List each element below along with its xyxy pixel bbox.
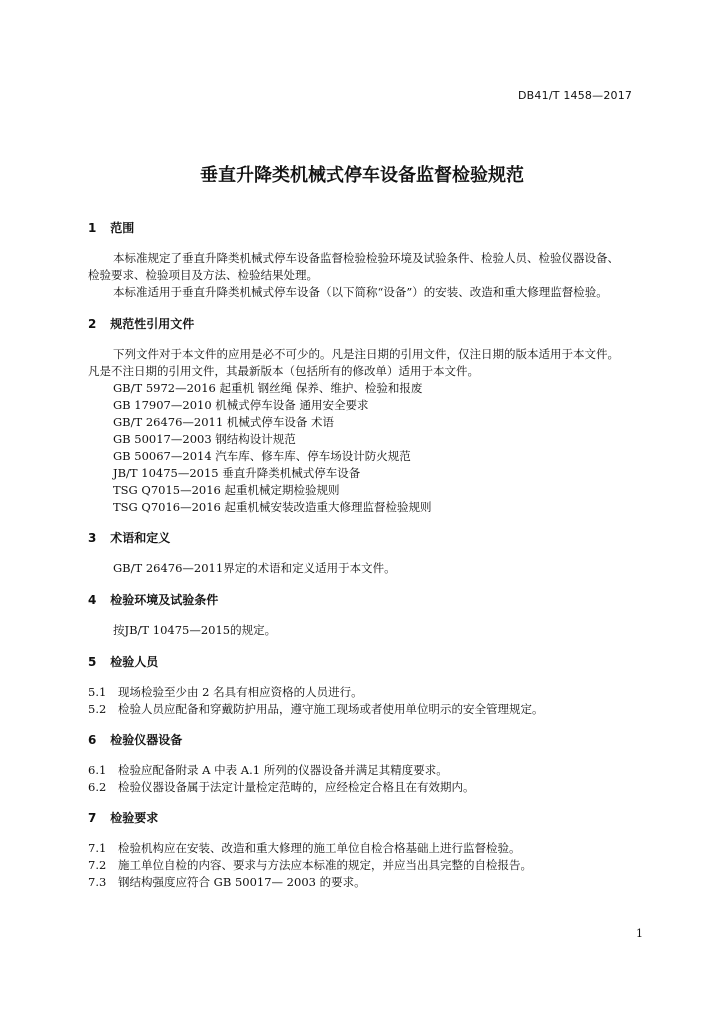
clause-number: 7.1 — [88, 841, 107, 855]
clause-6-2 — [88, 779, 475, 795]
paragraph-line: 按JB/T 10475—2015的规定。 — [113, 623, 277, 637]
clause-5-2 — [88, 701, 544, 717]
paragraph-line: 检验要求、检验项目及方法、检验结果处理。 — [88, 268, 318, 282]
page-number: 1 — [636, 927, 643, 940]
clause-6-1 — [88, 762, 448, 778]
clause-text: 现场检验至少由 2 名具有相应资格的人员进行。 — [118, 685, 363, 699]
reference-item: GB/T 5972—2016 起重机 钢丝绳 保养、维护、检验和报废 — [113, 381, 423, 395]
section-title: 检验要求 — [110, 811, 159, 825]
section-title: 检验环境及试验条件 — [110, 593, 219, 607]
reference-item: GB 50017—2003 钢结构设计规范 — [113, 432, 296, 446]
section-title: 检验仪器设备 — [110, 733, 183, 747]
clause-text: 检验人员应配备和穿戴防护用品，遵守施工现场或者使用单位明示的安全管理规定。 — [118, 702, 544, 716]
section-heading-3 — [88, 529, 170, 546]
clause-7-2 — [88, 857, 532, 873]
section-title: 检验人员 — [110, 655, 159, 669]
clause-number: 6.2 — [88, 780, 107, 794]
section-title: 术语和定义 — [110, 531, 171, 545]
section-number: 5 — [88, 655, 97, 669]
section-heading-4 — [88, 591, 218, 608]
paragraph-line: 凡是不注日期的引用文件，其最新版本（包括所有的修改单）适用于本文件。 — [88, 364, 479, 378]
clause-number: 6.1 — [88, 763, 107, 777]
section-number: 3 — [88, 531, 97, 545]
section-heading-6 — [88, 731, 182, 748]
paragraph-line: 本标准规定了垂直升降类机械式停车设备监督检验检验环境及试验条件、检验人员、检验仪器设备、 — [113, 251, 619, 265]
clause-number: 7.3 — [88, 875, 107, 889]
section-heading-5 — [88, 653, 158, 670]
clause-text: 检验机构应在安装、改造和重大修理的施工单位自检合格基础上进行监督检验。 — [118, 841, 521, 855]
section-number: 1 — [88, 221, 97, 235]
section-heading-7 — [88, 809, 158, 826]
clause-text: 钢结构强度应符合 GB 50017— 2003 的要求。 — [118, 875, 366, 889]
clause-text: 检验仪器设备属于法定计量检定范畴的，应经检定合格且在有效期内。 — [118, 780, 475, 794]
clause-text: 施工单位自检的内容、要求与方法应本标准的规定，并应当出具完整的自检报告。 — [118, 858, 532, 872]
section-title: 规范性引用文件 — [110, 317, 195, 331]
section-number: 4 — [88, 593, 97, 607]
paragraph-line: GB/T 26476—2011界定的术语和定义适用于本文件。 — [113, 561, 396, 575]
paragraph-line: 本标准适用于垂直升降类机械式停车设备（以下简称“设备”）的安装、改造和重大修理监督检验。 — [113, 285, 608, 299]
clause-7-1 — [88, 840, 521, 856]
reference-item: JB/T 10475—2015 垂直升降类机械式停车设备 — [113, 466, 361, 480]
section-heading-1 — [88, 219, 134, 236]
section-heading-2 — [88, 315, 194, 332]
clause-5-1 — [88, 684, 363, 700]
reference-item: TSG Q7016—2016 起重机械安装改造重大修理监督检验规则 — [113, 500, 432, 514]
paragraph-line: 下列文件对于本文件的应用是必不可少的。凡是注日期的引用文件，仅注日期的版本适用于本文件。 — [113, 347, 619, 361]
reference-item: GB/T 26476—2011 机械式停车设备 术语 — [113, 415, 334, 429]
reference-item: GB 50067—2014 汽车库、修车库、停车场设计防火规范 — [113, 449, 411, 463]
page-title: 垂直升降类机械式停车设备监督检验规范 — [200, 165, 524, 186]
clause-number: 5.2 — [88, 702, 107, 716]
clause-number: 7.2 — [88, 858, 107, 872]
section-title: 范围 — [110, 221, 135, 235]
reference-item: GB 17907—2010 机械式停车设备 通用安全要求 — [113, 398, 369, 412]
reference-item: TSG Q7015—2016 起重机械定期检验规则 — [113, 483, 340, 497]
clause-number: 5.1 — [88, 685, 107, 699]
clause-7-3 — [88, 874, 366, 890]
section-number: 7 — [88, 811, 97, 825]
section-number: 2 — [88, 317, 97, 331]
clause-text: 检验应配备附录 A 中表 A.1 所列的仪器设备并满足其精度要求。 — [118, 763, 448, 777]
section-number: 6 — [88, 733, 97, 747]
standard-code: DB41/T 1458—2017 — [518, 89, 633, 102]
